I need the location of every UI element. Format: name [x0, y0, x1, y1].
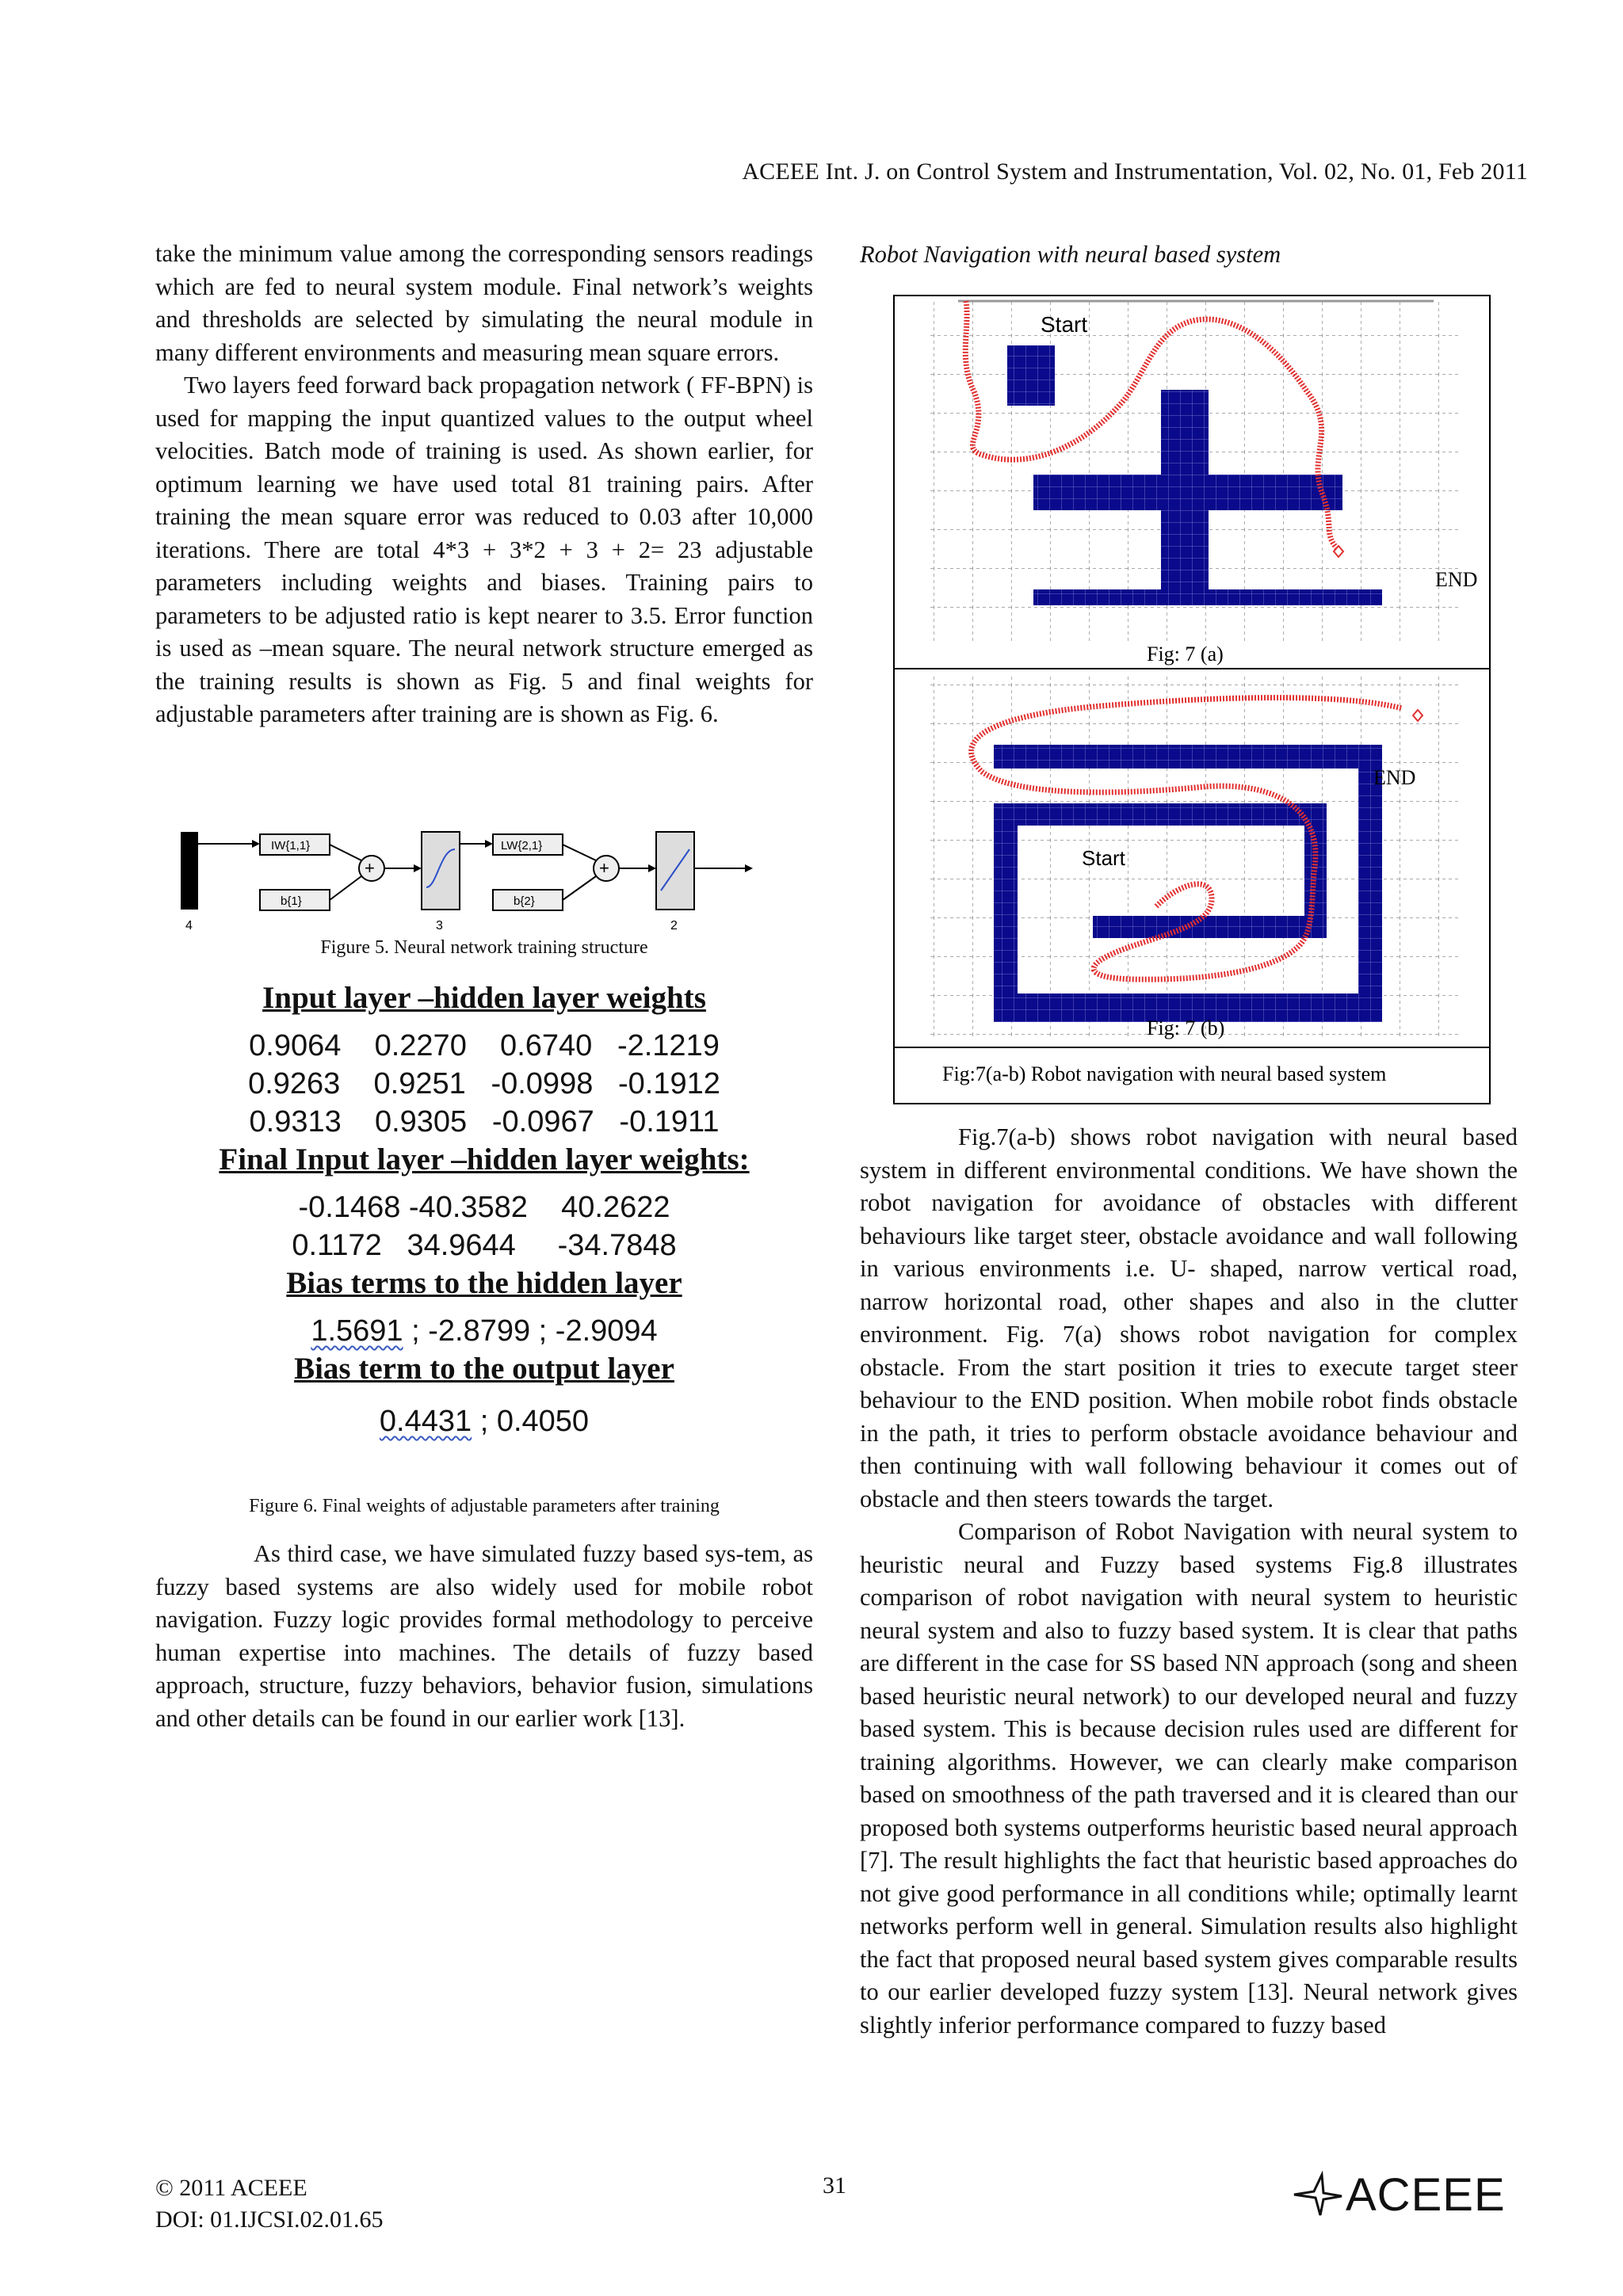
obstacle	[994, 803, 1327, 826]
fig7b-panel	[930, 673, 1461, 1039]
hidden-layer-block	[422, 832, 460, 910]
bias-hidden-values	[155, 1312, 813, 1350]
left-column	[155, 238, 813, 731]
fig7a-label: Fig: 7 (a)	[1147, 643, 1224, 666]
bias-output-values	[155, 1402, 813, 1440]
hidden-size-label: 3	[436, 919, 443, 933]
obstacle	[1093, 916, 1327, 938]
doi: DOI: 01.IJCSI.02.01.65	[155, 2206, 384, 2233]
logo-text: ACEEE	[1346, 2168, 1506, 2221]
svg-text:+: +	[365, 858, 375, 878]
publisher-logo	[1290, 2163, 1528, 2226]
nn-structure-svg	[155, 824, 813, 935]
robot-navigation-svg	[895, 296, 1489, 1103]
fig7a-panel	[930, 301, 1477, 666]
iw-label: IW{1,1}	[271, 839, 311, 852]
figure-6-weights	[155, 979, 813, 1440]
copyright: © 2011 ACEEE	[155, 2175, 307, 2201]
left-column-lower	[155, 1538, 813, 1735]
weights-row: 0.1172 34.9644 -34.7848	[292, 1229, 677, 1262]
bias-hidden-first: 1.5691	[311, 1314, 403, 1348]
obstacle	[1033, 589, 1382, 605]
start-label-a: Start	[1041, 312, 1088, 337]
b2-label: b{2}	[514, 894, 535, 908]
weights-row: 0.9064 0.2270 0.6740 -2.1219	[249, 1029, 720, 1062]
page-number: 31	[823, 2172, 846, 2199]
lw-label: LW{2,1}	[501, 839, 543, 852]
output-size-label: 2	[670, 919, 678, 933]
svg-text:+: +	[599, 858, 609, 878]
paragraph: Comparison of Robot Navigation with neural system to heuristic neural and Fuzzy based systems Fig.8 illustrates comparison of robot navigation with neural system to heuristic neural system and also to fuzzy based system. It is clear that paths are different in the case for SS based NN approach (song and sheen based heuristic neural network) to our developed neural and fuzzy based system. This is because decision rules used are different for training algorithms. However, we can clearly make comparison based on smoothness of the path traversed and it is cleared than our proposed both systems outperforms heuristic based neural approach [7]. The result highlights the fact that heuristic based approaches do not give good performance in all conditions while; optimally learnt networks perform well in general. Simulation results also highlight the fact that proposed neural based system gives comparable results to our earlier developed fuzzy system [13]. Neural network gives slightly inferior performance compared to fuzzy based	[860, 1518, 1518, 2039]
paragraph: take the minimum value among the corresponding sensors readings which are fed to neural system module. Final network’s weights and thresholds are selected by simulating the neural module in many different environments and measuring mean square errors.	[155, 240, 813, 366]
bias-output-rest: ; 0.4050	[472, 1405, 590, 1438]
bias-output-first: 0.4431	[379, 1405, 472, 1438]
obstacle	[994, 803, 1018, 1022]
obstacle	[1033, 475, 1342, 510]
weights-row: 0.9263 0.9251 -0.0998 -0.1912	[248, 1067, 720, 1100]
section-title: Robot Navigation with neural based system	[860, 241, 1281, 268]
bias-hidden-heading: Bias terms to the hidden layer	[286, 1266, 682, 1300]
weights-heading-final: Final Input layer –hidden layer weights:	[219, 1142, 750, 1177]
aceee-star-icon	[1290, 2171, 1346, 2218]
right-column-lower	[860, 1121, 1518, 2042]
fig7b-label: Fig: 7 (b)	[1147, 1016, 1225, 1039]
end-label-b: END	[1373, 766, 1416, 789]
weights-row: 0.9313 0.9305 -0.0967 -0.1911	[249, 1105, 720, 1138]
figure-7-caption: Fig:7(a-b) Robot navigation with neural based system	[942, 1062, 1387, 1085]
figure-7	[893, 295, 1491, 1104]
weights-heading-input-hidden: Input layer –hidden layer weights	[262, 981, 706, 1015]
paragraph: Two layers feed forward back propagation network ( FF-BPN) is used for mapping the input quantized values to the output wheel velocities. Batch mode of training is used. As shown earlier, for optimum learning we have used total 81 training pairs. After training the mean square error was reduced to 0.03 after 10,000 iterations. There are total 4*3 + 3*2 + 3 + 2= 23 adjustable parameters including weights and biases. Training pairs to parameters to be adjusted ratio is kept nearer to 3.5. Error function is used as –mean square. The neural network structure emerged as the training results is shown as Fig. 5 and final weights for adjustable parameters after training are is shown as Fig. 6.	[155, 372, 813, 727]
input-size-label: 4	[185, 919, 193, 933]
obstacle	[994, 745, 1382, 769]
figure-5-caption: Figure 5. Neural network training structure	[320, 937, 648, 958]
start-label-b: Start	[1082, 846, 1125, 870]
b1-label: b{1}	[281, 894, 302, 908]
figure-6-caption: Figure 6. Final weights of adjustable parameters after training	[249, 1496, 720, 1516]
weights-row: -0.1468 -40.3582 40.2622	[298, 1191, 670, 1224]
end-label-a: END	[1435, 568, 1478, 591]
bias-hidden-rest: ; -2.8799 ; -2.9094	[403, 1314, 658, 1348]
running-header: ACEEE Int. J. on Control System and Instrumentation, Vol. 02, No. 01, Feb 2011	[742, 158, 1528, 185]
paragraph: Fig.7(a-b) shows robot navigation with neural based system in different environmental conditions. We have shown the robot navigation for avoidance of obstacles with different behaviours like target steer, obstacle avoidance and wall following in various environments i.e. U- shaped, narrow vertical road, narrow horizontal road, other shapes and also in the clutter environment. Fig. 7(a) shows robot navigation for complex obstacle. From the start position it tries to execute target steer behaviour to the END position. When mobile robot finds obstacle in the path, it tries to perform obstacle avoidance behaviour and then continuing with wall following behaviour it comes out of obstacle and then steers towards the target.	[860, 1123, 1518, 1512]
bias-output-heading: Bias term to the output layer	[294, 1352, 674, 1386]
paragraph: As third case, we have simulated fuzzy based sys-tem, as fuzzy based systems are also widely used for mobile robot navigation. Fuzzy logic provides formal methodology to perceive human expertise into machines. The details of fuzzy based approach, structure, fuzzy behaviors, behavior fusion, simulations and other details can be found in our earlier work [13].	[155, 1540, 813, 1732]
footer-info	[155, 2172, 384, 2236]
input-block	[181, 832, 198, 910]
obstacle	[1007, 345, 1055, 406]
